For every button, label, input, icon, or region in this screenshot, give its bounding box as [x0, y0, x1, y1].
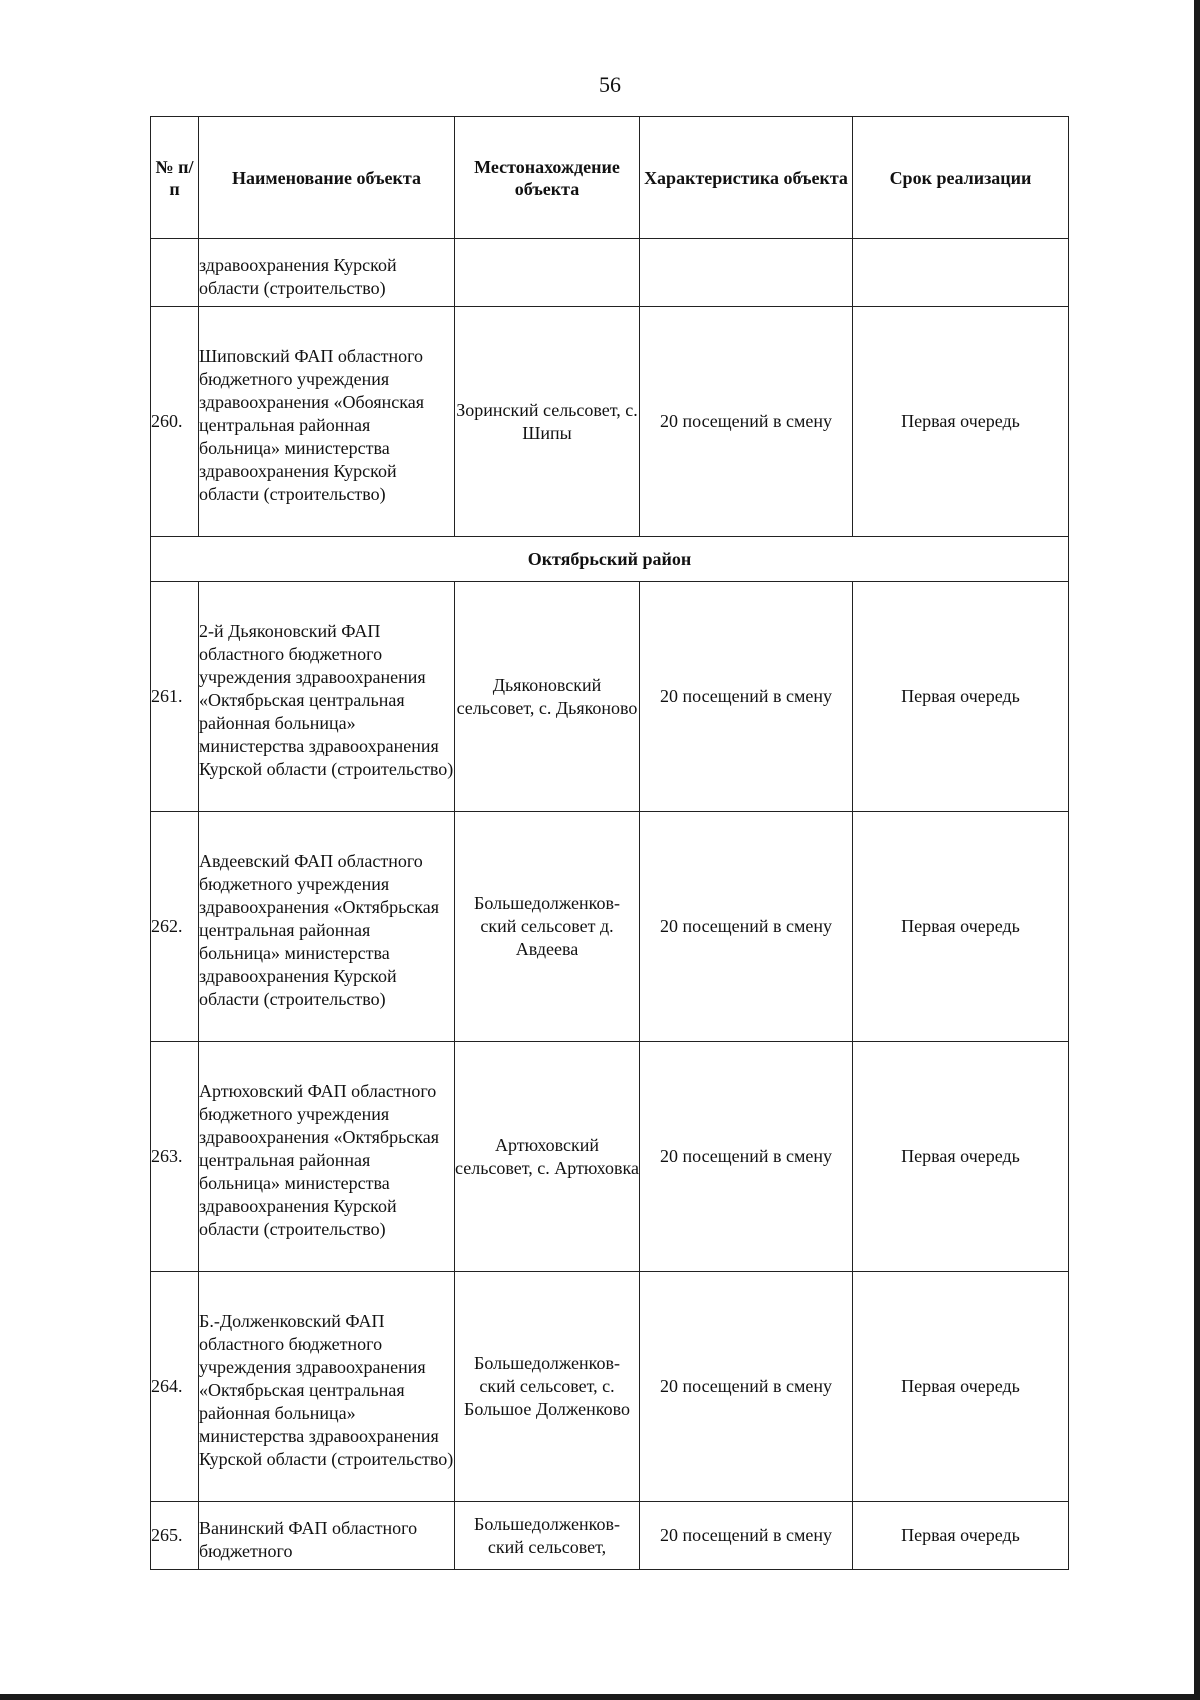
row-characteristic: 20 посещений в смену [640, 582, 853, 812]
table-row-260 [151, 307, 1069, 537]
page-number: 56 [599, 72, 621, 97]
row-location: Артюховский сельсовет, с. Артюховка [455, 1042, 640, 1272]
row-term: Первая очередь [853, 812, 1069, 1042]
row-name [199, 307, 455, 537]
row-name [199, 1502, 455, 1570]
row-name-text: здравоохранения Курской области (строительство) [199, 254, 397, 298]
row-name-text: Шиповский ФАП областного бюджетного учреждения здравоохранения «Обоянская центральная районная больница» министерства здравоохранения Курской области (строительство) [199, 346, 424, 504]
row-name-text: Ванинский ФАП областного бюджетного [199, 1517, 418, 1561]
objects-table [150, 116, 1069, 1570]
row-term [853, 239, 1069, 307]
row-location: Дьяконовский сельсовет, с. Дьяконово [455, 582, 640, 812]
row-name-text: Б.-Долженковский ФАП областного бюджетного учреждения здравоохранения «Октябрьская центральная районная больница» министерства здравоохранения Курской области (строительство) [199, 1311, 454, 1469]
row-name [199, 1272, 455, 1502]
row-name-text: Авдеевский ФАП областного бюджетного учреждения здравоохранения «Октябрьская центральная районная больница» министерства здравоохранения Курской области (строительство) [199, 851, 440, 1009]
row-term: Первая очередь [853, 582, 1069, 812]
row-num: 264. [151, 1272, 199, 1502]
district-row [151, 537, 1069, 582]
row-name-text: Артюховский ФАП областного бюджетного учреждения здравоохранения «Октябрьская центральная районная больница» министерства здравоохранения Курской области (строительство) [199, 1081, 440, 1239]
header-name: Наименование объекта [199, 117, 455, 239]
table-row-263 [151, 1042, 1069, 1272]
table-header-row [151, 117, 1069, 239]
row-characteristic: 20 посещений в смену [640, 1042, 853, 1272]
row-characteristic: 20 посещений в смену [640, 812, 853, 1042]
table-row-continuation [151, 239, 1069, 307]
row-term: Первая очередь [853, 1502, 1069, 1570]
row-location [455, 239, 640, 307]
row-name [199, 239, 455, 307]
header-location: Местонахождение объекта [455, 117, 640, 239]
row-num: 263. [151, 1042, 199, 1272]
row-term: Первая очередь [853, 1272, 1069, 1502]
scan-edge-bottom [0, 1694, 1200, 1700]
row-num: 260. [151, 307, 199, 537]
header-characteristic: Характеристика объекта [640, 117, 853, 239]
row-characteristic [640, 239, 853, 307]
row-num: 265. [151, 1502, 199, 1570]
row-location: Большедолженков- ский сельсовет, [455, 1502, 640, 1570]
table-row-261 [151, 582, 1069, 812]
row-name [199, 582, 455, 812]
row-num [151, 239, 199, 307]
row-characteristic: 20 посещений в смену [640, 1272, 853, 1502]
row-term: Первая очередь [853, 307, 1069, 537]
row-name [199, 1042, 455, 1272]
district-title: Октябрьский район [151, 537, 1069, 582]
row-name [199, 812, 455, 1042]
table-row-262 [151, 812, 1069, 1042]
row-characteristic: 20 посещений в смену [640, 1502, 853, 1570]
row-num: 262. [151, 812, 199, 1042]
header-num: № п/п [151, 117, 199, 239]
header-term: Срок реализации [853, 117, 1069, 239]
row-location: Зоринский сельсовет, с. Шипы [455, 307, 640, 537]
row-location: Большедолженков- ский сельсовет д. Авдеева [455, 812, 640, 1042]
table-row-264 [151, 1272, 1069, 1502]
table-row-265 [151, 1502, 1069, 1570]
row-name-text: 2-й Дьяконовский ФАП областного бюджетного учреждения здравоохранения «Октябрьская центральная районная больница» министерства здравоохранения Курской области (строительство) [199, 621, 454, 779]
row-term: Первая очередь [853, 1042, 1069, 1272]
row-characteristic: 20 посещений в смену [640, 307, 853, 537]
row-num: 261. [151, 582, 199, 812]
row-location: Большедолженков- ский сельсовет, с. Большое Долженково [455, 1272, 640, 1502]
scan-edge-right [1194, 0, 1200, 1700]
